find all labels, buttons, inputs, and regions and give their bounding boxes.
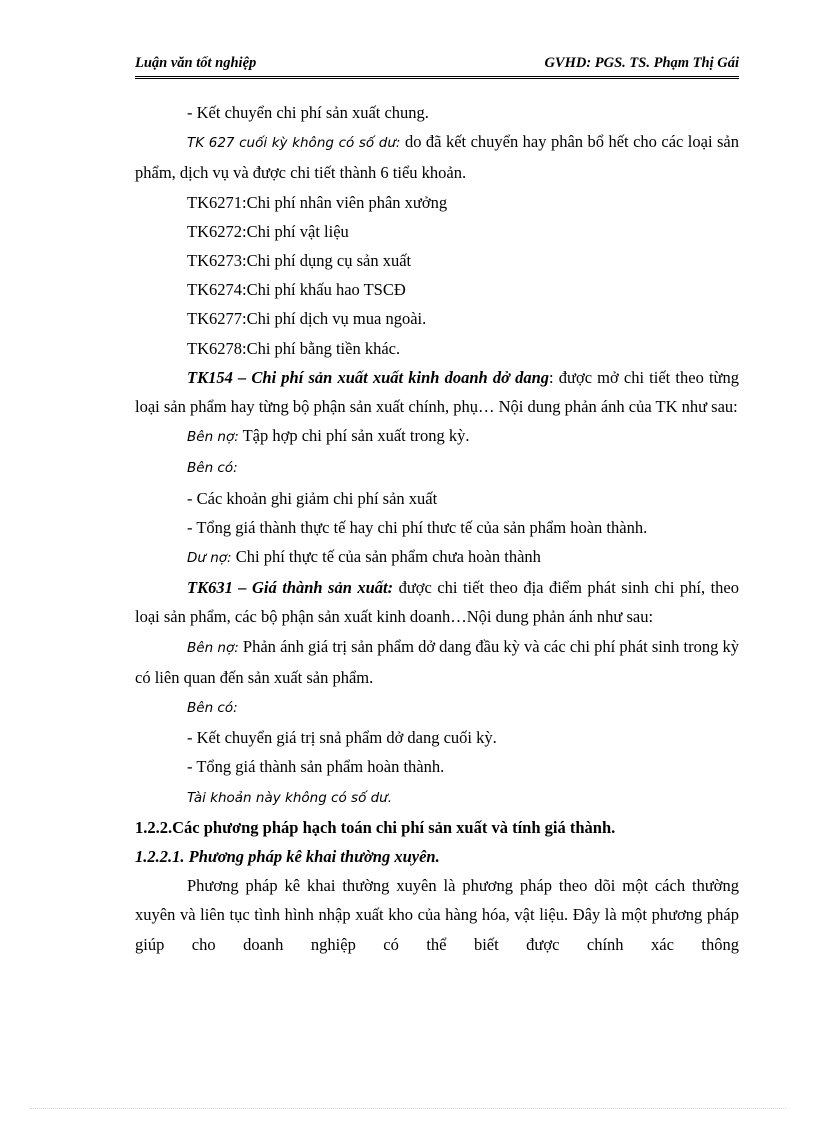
paragraph-tk631 <box>135 573 739 631</box>
tk631-title: TK631 – Giá thành sản xuất: <box>187 578 394 598</box>
sub-account-6278: TK6278:Chi phí bằng tiền khác. <box>187 338 401 358</box>
tk627-text: do đã kết chuyển hay phân bổ hết cho các loại sản phẩm, dịch vụ và được chi tiết thành 6 tiểu khoản. <box>135 132 740 183</box>
sub-account-6273: TK6273:Chi phí dụng cụ sản xuất <box>187 251 412 271</box>
tk631-debit-line <box>135 632 739 692</box>
tk154-credit-item-2: - Tổng giá thành thực tế hay chi phí thưc tế của sản phẩm hoàn thành. <box>187 517 648 537</box>
tk154-title: TK154 – Chi phí sản xuất xuất kinh doanh dở dang <box>187 367 550 387</box>
tk154-credit-label: Bên có: <box>187 460 238 477</box>
sub-account-6272: TK6272:Chi phí vật liệu <box>187 221 349 241</box>
tk631-note-line <box>135 782 739 813</box>
tk154-balance-label: Dư nợ: <box>187 550 232 567</box>
page-bottom-divider <box>30 1108 786 1109</box>
tk631-text: được chi tiết theo địa điểm phát sinh chi phí, theo loại sản phẩm, các bộ phận sản xuất kinh doanh…Nội dung phản ánh như sau: <box>135 578 739 627</box>
tk154-debit-text: Tập hợp chi phí sản xuất trong kỳ. <box>238 426 470 446</box>
section-heading-1-2-2-1: 1.2.2.1. Phương pháp kê khai thường xuyên. <box>135 847 440 867</box>
page-header <box>135 52 739 79</box>
tk631-debit-text: Phản ánh giá trị sản phẩm dở dang đầu kỳ và các chi phí phát sinh trong kỳ có liên quan đến sản xuất sản phẩm. <box>135 636 739 687</box>
sub-account-6277: TK6277:Chi phí dịch vụ mua ngoài. <box>187 309 427 329</box>
header-thesis-title: Luận văn tốt nghiệp <box>135 55 257 71</box>
paragraph-ket-chuyen: - Kết chuyển chi phí sản xuất chung. <box>187 103 429 122</box>
paragraph-tk627 <box>135 127 739 187</box>
paragraph-tk154 <box>135 363 739 421</box>
sub-account-6271: TK6271:Chi phí nhân viên phân xưởng <box>187 192 448 212</box>
tk631-debit-label: Bên nợ: <box>187 639 239 656</box>
document-body <box>135 98 739 959</box>
section-heading-1-2-2: 1.2.2.Các phương pháp hạch toán chi phí sản xuất và tính giá thành. <box>135 817 616 837</box>
sub-account-6274: TK6274:Chi phí khấu hao TSCĐ <box>187 280 406 300</box>
tk631-credit-label: Bên có: <box>187 700 238 717</box>
tk631-note: Tài khoản này không có số dư. <box>187 789 393 806</box>
tk154-balance-line <box>135 542 739 573</box>
tk631-credit-item-2: - Tổng giá thành sản phẩm hoàn thành. <box>187 757 445 777</box>
tk154-balance-text: Chi phí thực tế của sản phẩm chưa hoàn thành <box>231 547 541 567</box>
tk154-text: : được mở chi tiết theo từng loại sản phẩm hay từng bộ phận sản xuất chính, phụ… Nội dung phản ánh của TK như sau: <box>135 367 739 417</box>
header-supervisor: GVHD: PGS. TS. Phạm Thị Gái <box>544 55 739 71</box>
tk154-credit-label-line <box>135 452 739 483</box>
tk154-debit-label: Bên nợ: <box>187 429 239 446</box>
tk154-debit-line <box>135 421 739 452</box>
tk627-label: TK 627 cuối kỳ không có số dư: <box>187 135 401 152</box>
tk154-credit-item-1: - Các khoản ghi giảm chi phí sản xuất <box>187 488 438 508</box>
paragraph-ke-khai-thuong-xuyen: Phương pháp kê khai thường xuyên là phương pháp theo dõi một cách thường xuyên và liên tục tình hình nhập xuất kho của hàng hóa, vật liệu. Đây là một phương pháp giúp cho doanh nghiệp có thể biết được chính xác thông <box>135 876 739 954</box>
tk631-credit-label-line <box>135 692 739 723</box>
tk631-credit-item-1: - Kết chuyển giá trị snả phẩm dở dang cuối kỳ. <box>187 728 497 748</box>
